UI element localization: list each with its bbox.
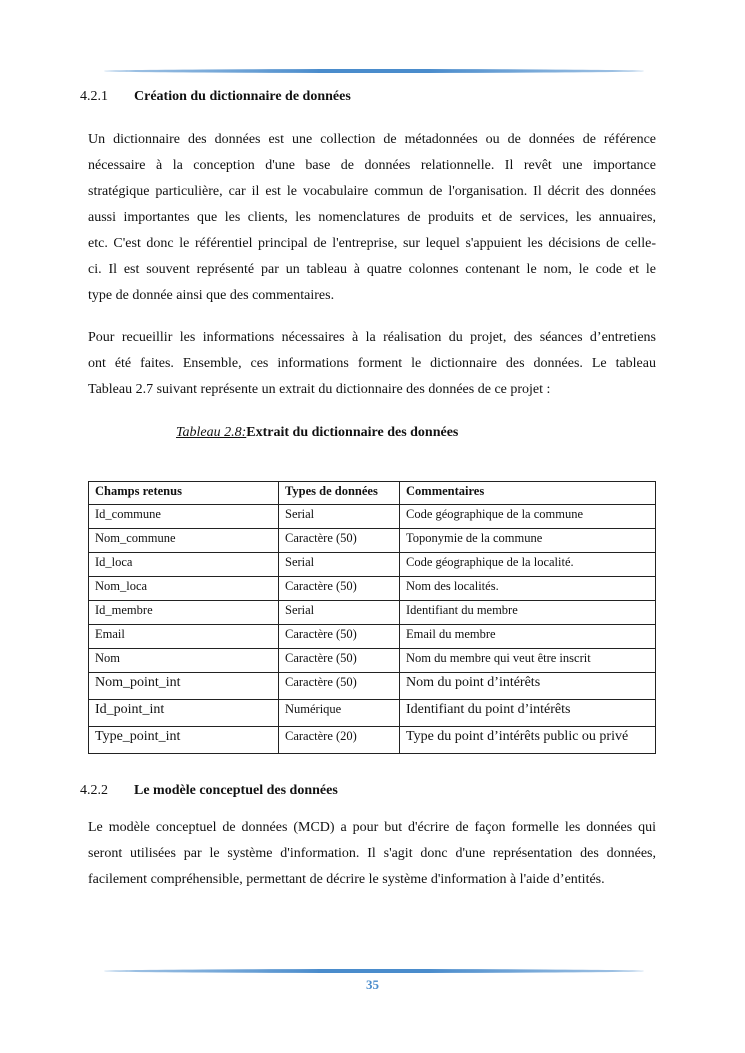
table-cell: Nom du point d’intérêts [400,673,656,700]
table-cell: Nom des localités. [400,577,656,601]
table-row [89,601,656,625]
table-row [89,625,656,649]
section-number: 4.2.2 [80,783,108,798]
table-cell: Nom du membre qui veut être inscrit [400,649,656,673]
table-cell: Email [89,625,279,649]
paragraph-mcd [88,815,656,893]
table-cell: Serial [279,505,400,529]
table-cell: Type_point_int [89,727,279,754]
footer-rule [104,969,644,973]
table-row [89,505,656,529]
table-cell: Nom [89,649,279,673]
table-cell: Caractère (50) [279,673,400,700]
section-title: Le modèle conceptuel des données [134,783,338,798]
table-row [89,529,656,553]
text-line: ont été faites. Ensemble, ces informations forment le dictionnaire des données. Le tableau [88,356,656,371]
section-number: 4.2.1 [80,89,108,104]
section-heading-4-2-1 [80,89,351,105]
paragraph-dictionary-definition [88,127,656,309]
table-cell: Identifiant du membre [400,601,656,625]
text-line: nécessaire à la conception d'une base de données relationnelle. Il revêt une importance [88,158,656,173]
table-cell: Caractère (50) [279,577,400,601]
column-header: Types de données [279,482,400,505]
caption-reference: Tableau 2.8: [176,425,247,440]
page-number: 35 [366,977,379,992]
text-line: Un dictionnaire des données est une collection de métadonnées ou de données de référence [88,132,656,147]
table-row [89,673,656,700]
text-line: stratégique particulière, car il est le vocabulaire commun de l'organisation. Il décrit des données [88,184,656,199]
table-cell: Type du point d’intérêts public ou privé [400,727,656,754]
data-dictionary-table [88,481,656,754]
text-line: Pour recueillir les informations nécessaires à la réalisation du projet, des séances d’entretiens [88,330,656,345]
column-header: Champs retenus [89,482,279,505]
table-row [89,727,656,754]
table-cell: Nom_point_int [89,673,279,700]
table-row [89,649,656,673]
text-line: Le modèle conceptuel de données (MCD) a pour but d'écrire de façon formelle les données qui [88,820,656,835]
table-caption [176,425,458,441]
text-line: facilement compréhensible, permettant de décrire le système d'information à l'aide d’entités. [88,872,605,887]
paragraph-interviews [88,325,656,403]
table-cell: Nom_commune [89,529,279,553]
table-cell: Id_commune [89,505,279,529]
table-cell: Code géographique de la localité. [400,553,656,577]
table-cell: Caractère (50) [279,649,400,673]
table-row [89,700,656,727]
caption-text: Extrait du dictionnaire des données [246,425,459,440]
table-cell: Caractère (50) [279,529,400,553]
table-cell: Id_membre [89,601,279,625]
column-header: Commentaires [400,482,656,505]
table-cell: Caractère (20) [279,727,400,754]
table-cell: Nom_loca [89,577,279,601]
table-cell: Email du membre [400,625,656,649]
table-cell: Toponymie de la commune [400,529,656,553]
text-line: aussi importantes que les clients, les nomenclatures de produits et de services, les annuaires, [88,210,656,225]
table-cell: Caractère (50) [279,625,400,649]
text-line: ci. Il est souvent représenté par un tableau à quatre colonnes contenant le nom, le code et le [88,262,656,277]
table-cell: Serial [279,601,400,625]
table-cell: Id_loca [89,553,279,577]
table-cell: Id_point_int [89,700,279,727]
text-line: etc. C'est donc le référentiel principal de l'entreprise, sur lequel s'appuient les décisions de celle- [88,236,656,251]
text-line: seront utilisées par le système d'information. Il s'agit donc d'une représentation des données, [88,846,656,861]
section-title: Création du dictionnaire de données [134,89,351,104]
text-line: Tableau 2.7 suivant représente un extrait du dictionnaire des données de ce projet : [88,382,551,397]
table-cell: Identifiant du point d’intérêts [400,700,656,727]
section-heading-4-2-2 [80,783,338,799]
text-line: type de donnée ainsi que des commentaires. [88,288,335,303]
table-cell: Numérique [279,700,400,727]
table-row [89,577,656,601]
table-cell: Code géographique de la commune [400,505,656,529]
header-rule [104,69,644,73]
table-cell: Serial [279,553,400,577]
table-row [89,553,656,577]
